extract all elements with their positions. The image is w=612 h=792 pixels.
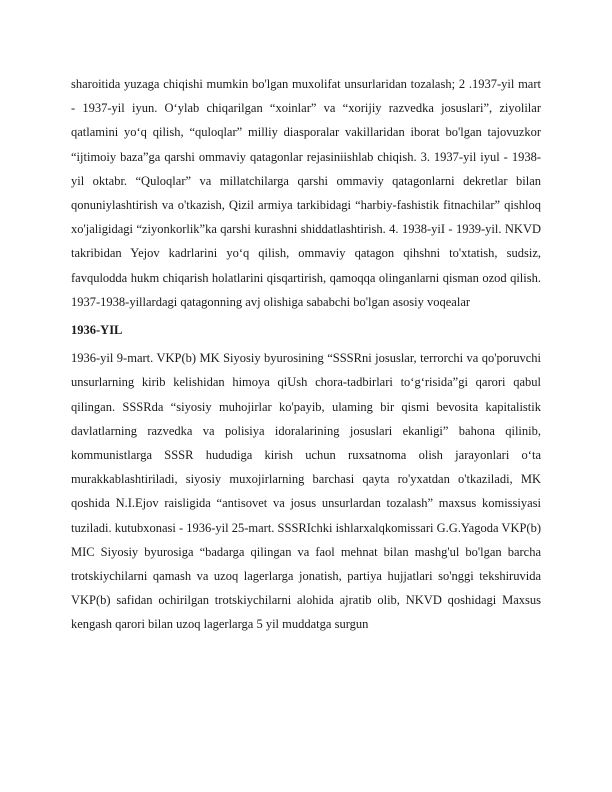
section-heading: 1936-YIL [71, 323, 123, 338]
body-paragraph-2: 1936-yil 9-mart. VKP(b) MK Siyosiy byurosining “SSSRni josuslar, terrorchi va qo'poruvchi unsurlarning kirib kelishidan himoya qiUsh chora-tadbirlari to‘g‘risida”gi qarori qabul qilingan. SSSRda “siyosiy muhojirlar ko'payib, ulaming bir qismi bevosita kapitalistik davlatlarning razvedka va polisiya idoralarining josuslari ekanligi” bahona qilinib, kommunistlarga SSSR hududiga kirish uchun ruxsatnoma olish jarayonlari o‘ta murakkablashtiriladi, siyosiy muxojirlarning barchasi qayta ro'yxatdan o'tkaziladi, MK qoshida N.I.Ejov raisligida “antisovet va josus unsurlardan tozalash” maxsus komissiyasi tuziladi. kutubxonasi - 1936-yil 25-mart. SSSRIchki ishlarxalqkomissari G.G.Yagoda VKP(b) MIC Siyosiy byurosiga “badarga qilingan va faol mehnat bilan mashg'ul bo'lgan barcha trotskiychilarni qamash va uzoq lagerlarga jonatish, partiya hujjatlari so'nggi tekshiruvida VKP(b) safidan ochirilgan trotskiychilarni alohida ajratib olib, NKVD qoshidagi Maxsus kengash qarori bilan uzoq lagerlarga 5 yil muddatga surgun [71, 351, 541, 632]
body-paragraph-1: sharoitida yuzaga chiqishi mumkin bo'lgan muxolifat unsurlaridan tozalash; 2 .1937-yil mart - 1937-yil iyun. O‘ylab chiqarilgan “xoinlar” va “xorijiy razvedka josuslari”, ziyolilar qatlamini yo‘q qilish, “quloqlar” milliy diasporalar vakillaridan iborat bo'lgan tajovuzkor “ijtimoiy baza”ga qarshi ommaviy qatagonlar rejasiniishlab chiqish. 3. 1937-yil iyul - 1938-yil oktabr. “Quloqlar” va millatchilarga qarshi ommaviy qatagonlarni dekretlar bilan qonuniylashtirish va o'tkazish, Qizil armiya tarkibidagi “harbiy-fashistik fitnachilar” qishloq xo'jaligidagi “ziyonkorlik”ka qarshi kurashni shiddatlashtirish. 4. 1938-yiI - 1939-yil. NKVD takribidan Yejov kadrlarini yo‘q qilish, ommaviy qatagon qihshni to'xtatish, sudsiz, favqulodda hukm chiqarish holatlarini qisqartirish, qamoqqa olinganlarni qisman ozod qilish. 1937-1938-yillardagi qatagonning avj olishiga sababchi bo'lgan asosiy voqealar [71, 77, 541, 309]
document-page [71, 72, 541, 637]
